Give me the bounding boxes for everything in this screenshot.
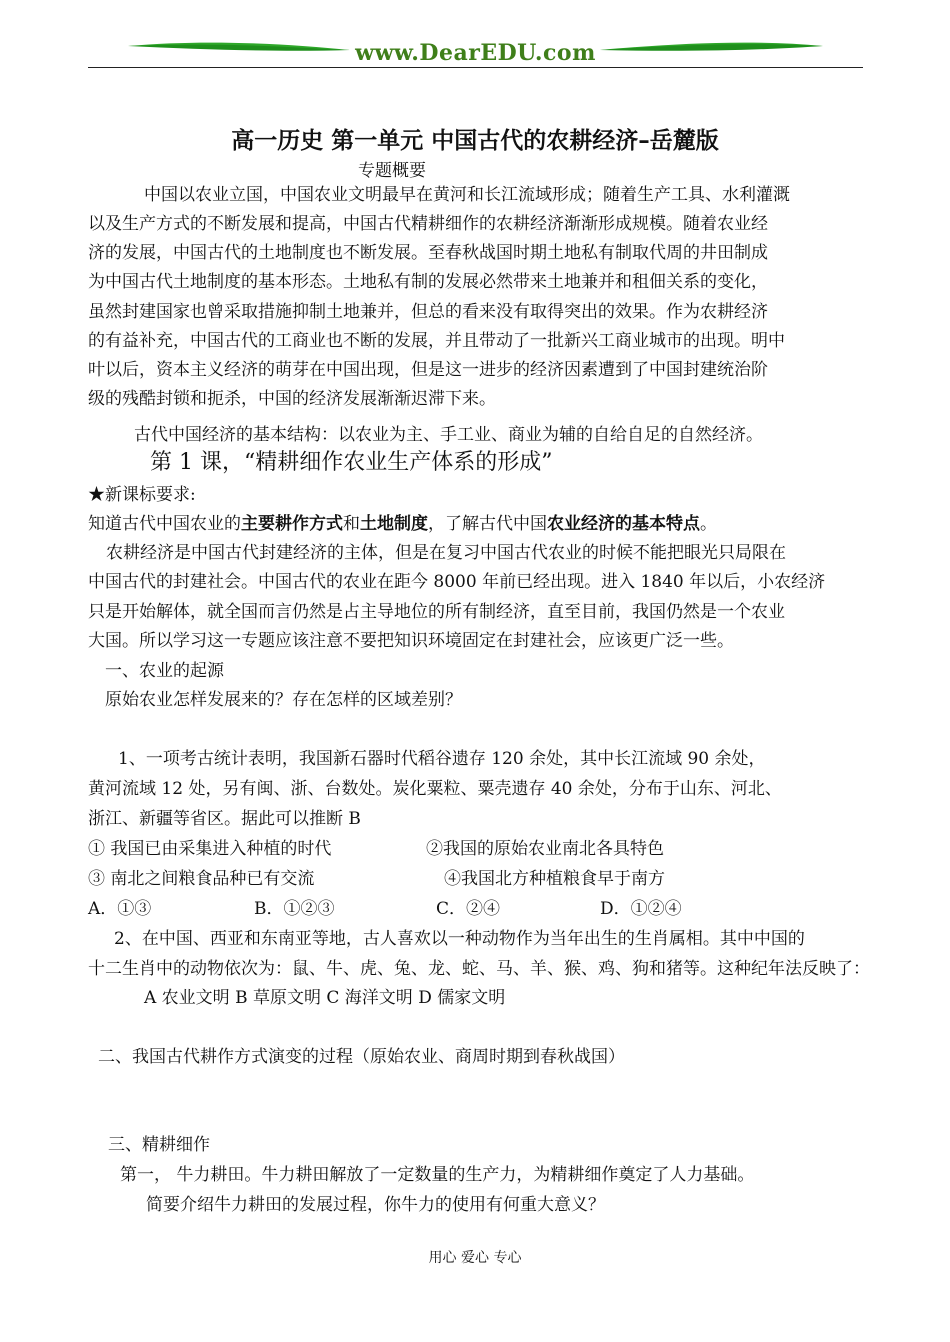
lesson-title: 第 1 课，“精耕细作农业生产体系的形成” — [150, 450, 553, 475]
standards-bold: 主要耕作方式 — [241, 514, 343, 534]
body-line: 简要介绍牛力耕田的发展过程，你牛力的使用有何重大意义？ — [146, 1195, 605, 1215]
body-line: 虽然封建国家也曾采取措施抑制土地兼并，但总的看来没有取得突出的效果。作为农耕经济 — [88, 302, 768, 322]
section-heading: 三、精耕细作 — [108, 1135, 210, 1155]
standards-text: 知道古代中国农业的 — [88, 514, 241, 534]
header-divider — [88, 67, 863, 68]
body-line: 第一， 牛力耕田。牛力耕田解放了一定数量的生产力，为精耕细作奠定了人力基础。 — [120, 1165, 755, 1185]
body-line: 中国古代的封建社会。中国古代的农业在距今 8000 年前已经出现。进入 1840 年以后，小农经济 — [88, 572, 826, 592]
question-line: 2、在中国、西亚和东南亚等地，古人喜欢以一种动物作为当年出生的生肖属相。其中中国的 — [114, 929, 805, 949]
standards-bold: 土地制度 — [360, 514, 428, 534]
body-line: 为中国古代土地制度的基本形态。土地私有制的发展必然带来土地兼并和租佃关系的变化， — [88, 272, 768, 292]
body-line: 以及生产方式的不断发展和提高，中国古代精耕细作的农耕经济渐渐形成规模。随着农业经 — [88, 214, 768, 234]
body-line: 大国。所以学习这一专题应该注意不要把知识环境固定在封建社会，应该更广泛一些。 — [88, 631, 734, 651]
answer-option: A．①③ — [88, 899, 152, 919]
body-line: 农耕经济是中国古代封建经济的主体，但是在复习中国古代农业的时候不能把眼光只局限在 — [106, 543, 786, 563]
body-line: 级的残酷封锁和扼杀，中国的经济发展渐渐迟滞下来。 — [88, 389, 496, 409]
body-line: 只是开始解体，就全国而言仍然是占主导地位的所有制经济，直至目前，我国仍然是一个农业 — [88, 602, 785, 622]
body-line: 叶以后，资本主义经济的萌芽在中国出现，但是这一进步的经济因素遭到了中国封建统治阶 — [88, 360, 768, 380]
standards-heading: ★新课标要求: — [88, 485, 196, 505]
page-footer: 用心 爱心 专心 — [428, 1250, 522, 1266]
standards-text: 和 — [343, 514, 360, 534]
question-option: ③ 南北之间粮食品种已有交流 — [88, 869, 315, 889]
question-line: 黄河流域 12 处，另有闽、浙、台数处。炭化粟粒、粟壳遗存 40 余处，分布于山东、河北、 — [88, 779, 782, 799]
question-options: A 农业文明 B 草原文明 C 海洋文明 D 儒家文明 — [144, 988, 506, 1008]
standards-bold: 农业经济的基本特点 — [547, 514, 700, 534]
question-line: 1、一项考古统计表明，我国新石器时代稻谷遗存 120 余处，其中长江流域 90 余处， — [118, 749, 766, 769]
standards-text: ，了解古代中国 — [428, 514, 547, 534]
body-line: 济的发展，中国古代的土地制度也不断发展。至春秋战国时期土地私有制取代周的井田制成 — [88, 243, 768, 263]
body-line: 古代中国经济的基本结构：以农业为主、手工业、商业为辅的自给自足的自然经济。 — [134, 425, 763, 445]
question-line: 浙江、新疆等省区。据此可以推断 B — [88, 809, 361, 829]
page-subtitle: 专题概要 — [358, 161, 426, 181]
question-option: ④我国北方种植粮食早于南方 — [444, 869, 665, 889]
section-question: 原始农业怎样发展来的？存在怎样的区域差别？ — [105, 690, 462, 710]
answer-option: B．①②③ — [254, 899, 335, 919]
standards-line — [88, 513, 717, 535]
answer-option: D．①②④ — [600, 899, 682, 919]
question-option: ① 我国已由采集进入种植的时代 — [88, 839, 332, 859]
standards-text: 。 — [700, 514, 717, 534]
page-header — [88, 30, 863, 70]
body-line: 的有益补充，中国古代的工商业也不断的发展，并且带动了一批新兴工商业城市的出现。明中 — [88, 331, 785, 351]
body-line: 中国以农业立国，中国农业文明最早在黄河和长江流域形成；随着生产工具、水利灌溉 — [144, 185, 790, 205]
answer-option: C．②④ — [436, 899, 501, 919]
page-title: 高一历史 第一单元 中国古代的农耕经济–岳麓版 — [231, 127, 719, 154]
site-url-logo: www.DearEDU.com — [355, 40, 596, 66]
section-heading: 一、农业的起源 — [105, 661, 224, 681]
question-line: 十二生肖中的动物依次为：鼠、牛、虎、兔、龙、蛇、马、羊、猴、鸡、狗和猪等。这种纪年法反映了： — [88, 959, 870, 979]
section-heading: 二、我国古代耕作方式演变的过程（原始农业、商周时期到春秋战国） — [98, 1047, 625, 1067]
question-option: ②我国的原始农业南北各具特色 — [426, 839, 664, 859]
